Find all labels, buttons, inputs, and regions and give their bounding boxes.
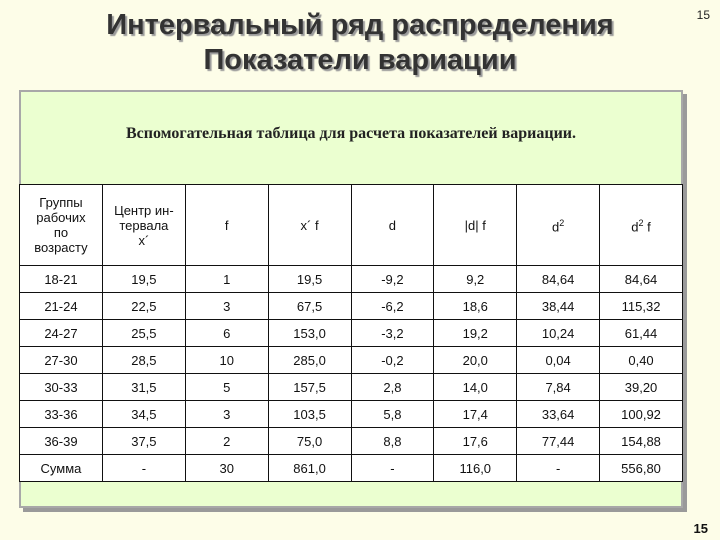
header-center-line1: Центр ин- xyxy=(114,202,174,218)
table-cell: 25,5 xyxy=(102,320,185,347)
table-cell: 5,8 xyxy=(351,401,434,428)
table-cell: 84,64 xyxy=(517,266,600,293)
table-cell: 27-30 xyxy=(20,347,103,374)
table-cell: - xyxy=(517,455,600,482)
header-abs-d-f: |d| f xyxy=(434,185,517,266)
header-d-squared-f xyxy=(600,185,683,266)
table-cell: 7,84 xyxy=(517,374,600,401)
table-cell: -3,2 xyxy=(351,320,434,347)
header-d2f-tail: f xyxy=(643,219,651,235)
table-cell: 154,88 xyxy=(600,428,683,455)
table-cell: 1 xyxy=(185,266,268,293)
table-cell: -6,2 xyxy=(351,293,434,320)
header-groups-line3: по xyxy=(53,225,69,240)
table-cell: 17,6 xyxy=(434,428,517,455)
table-cell: 30 xyxy=(185,455,268,482)
table-row xyxy=(20,293,683,320)
table-cell: 36-39 xyxy=(20,428,103,455)
table-cell: 31,5 xyxy=(102,374,185,401)
table-cell: 2 xyxy=(185,428,268,455)
header-d: d xyxy=(351,185,434,266)
table-cell: 6 xyxy=(185,320,268,347)
table-cell: 34,5 xyxy=(102,401,185,428)
table-cell: 67,5 xyxy=(268,293,351,320)
table-row xyxy=(20,401,683,428)
table-row xyxy=(20,428,683,455)
page-number-top: 15 xyxy=(696,8,710,22)
header-d-squared xyxy=(517,185,600,266)
table-cell: 18,6 xyxy=(434,293,517,320)
table-cell: 28,5 xyxy=(102,347,185,374)
table-cell: 100,92 xyxy=(600,401,683,428)
table-cell: 30-33 xyxy=(20,374,103,401)
table-cell: 38,44 xyxy=(517,293,600,320)
table-cell: 2,8 xyxy=(351,374,434,401)
table-cell: 8,8 xyxy=(351,428,434,455)
page-number-bottom: 15 xyxy=(693,521,708,536)
table-cell: - xyxy=(351,455,434,482)
header-xf: x´ f xyxy=(268,185,351,266)
header-groups-line2: рабочих xyxy=(36,210,86,225)
table-header-row xyxy=(20,185,683,266)
table-cell: 3 xyxy=(185,293,268,320)
table-cell: 33-36 xyxy=(20,401,103,428)
table-cell: 103,5 xyxy=(268,401,351,428)
header-groups-line4: возрасту xyxy=(34,240,88,255)
table-cell: 21-24 xyxy=(20,293,103,320)
table-cell: 115,32 xyxy=(600,293,683,320)
table-cell: 10,24 xyxy=(517,320,600,347)
table-cell: 19,2 xyxy=(434,320,517,347)
table-cell: 556,80 xyxy=(600,455,683,482)
table-cell: 18-21 xyxy=(20,266,103,293)
table-cell: 14,0 xyxy=(434,374,517,401)
header-d2f-exp: 2 xyxy=(638,217,644,228)
table-cell: 84,64 xyxy=(600,266,683,293)
header-groups-line1: Группы xyxy=(39,195,83,210)
variation-table xyxy=(19,184,683,482)
table-cell: 17,4 xyxy=(434,401,517,428)
slide-title-line1: Интервальный ряд распределения xyxy=(106,9,614,41)
table-cell: 5 xyxy=(185,374,268,401)
table-cell: 19,5 xyxy=(102,266,185,293)
table-cell: 3 xyxy=(185,401,268,428)
table-cell: 285,0 xyxy=(268,347,351,374)
header-d2f-base: d xyxy=(631,219,639,235)
table-cell: Сумма xyxy=(20,455,103,482)
table-row xyxy=(20,374,683,401)
table-cell: 157,5 xyxy=(268,374,351,401)
table-row xyxy=(20,266,683,293)
table-body xyxy=(20,266,683,482)
table-cell: 9,2 xyxy=(434,266,517,293)
table-total-row xyxy=(20,455,683,482)
slide-title-line2: Показатели вариации xyxy=(203,44,517,76)
table-cell: - xyxy=(102,455,185,482)
table-cell: 20,0 xyxy=(434,347,517,374)
slide-title xyxy=(0,8,720,78)
table-cell: 61,44 xyxy=(600,320,683,347)
header-f: f xyxy=(185,185,268,266)
table-row xyxy=(20,320,683,347)
table-cell: 861,0 xyxy=(268,455,351,482)
table-cell: 19,5 xyxy=(268,266,351,293)
table-cell: -9,2 xyxy=(351,266,434,293)
table-cell: 22,5 xyxy=(102,293,185,320)
header-d-squared-base: d xyxy=(551,219,560,235)
table-cell: 77,44 xyxy=(517,428,600,455)
table-cell: 0,04 xyxy=(517,347,600,374)
table-cell: 75,0 xyxy=(268,428,351,455)
table-cell: 116,0 xyxy=(434,455,517,482)
table-cell: 24-27 xyxy=(20,320,103,347)
header-interval-center xyxy=(102,185,185,266)
table-cell: 33,64 xyxy=(517,401,600,428)
table-row xyxy=(20,347,683,374)
table-cell: 39,20 xyxy=(600,374,683,401)
header-d-squared-exp: 2 xyxy=(559,217,565,228)
header-center-line3: x´ xyxy=(138,232,150,248)
table-cell: 37,5 xyxy=(102,428,185,455)
header-groups xyxy=(20,185,103,266)
table-cell: 153,0 xyxy=(268,320,351,347)
header-center-line2: тервала xyxy=(119,217,169,233)
table-cell: 0,40 xyxy=(600,347,683,374)
table-caption: Вспомогательная таблица для расчета показателей вариации. xyxy=(125,125,577,142)
table-cell: -0,2 xyxy=(351,347,434,374)
table-cell: 10 xyxy=(185,347,268,374)
